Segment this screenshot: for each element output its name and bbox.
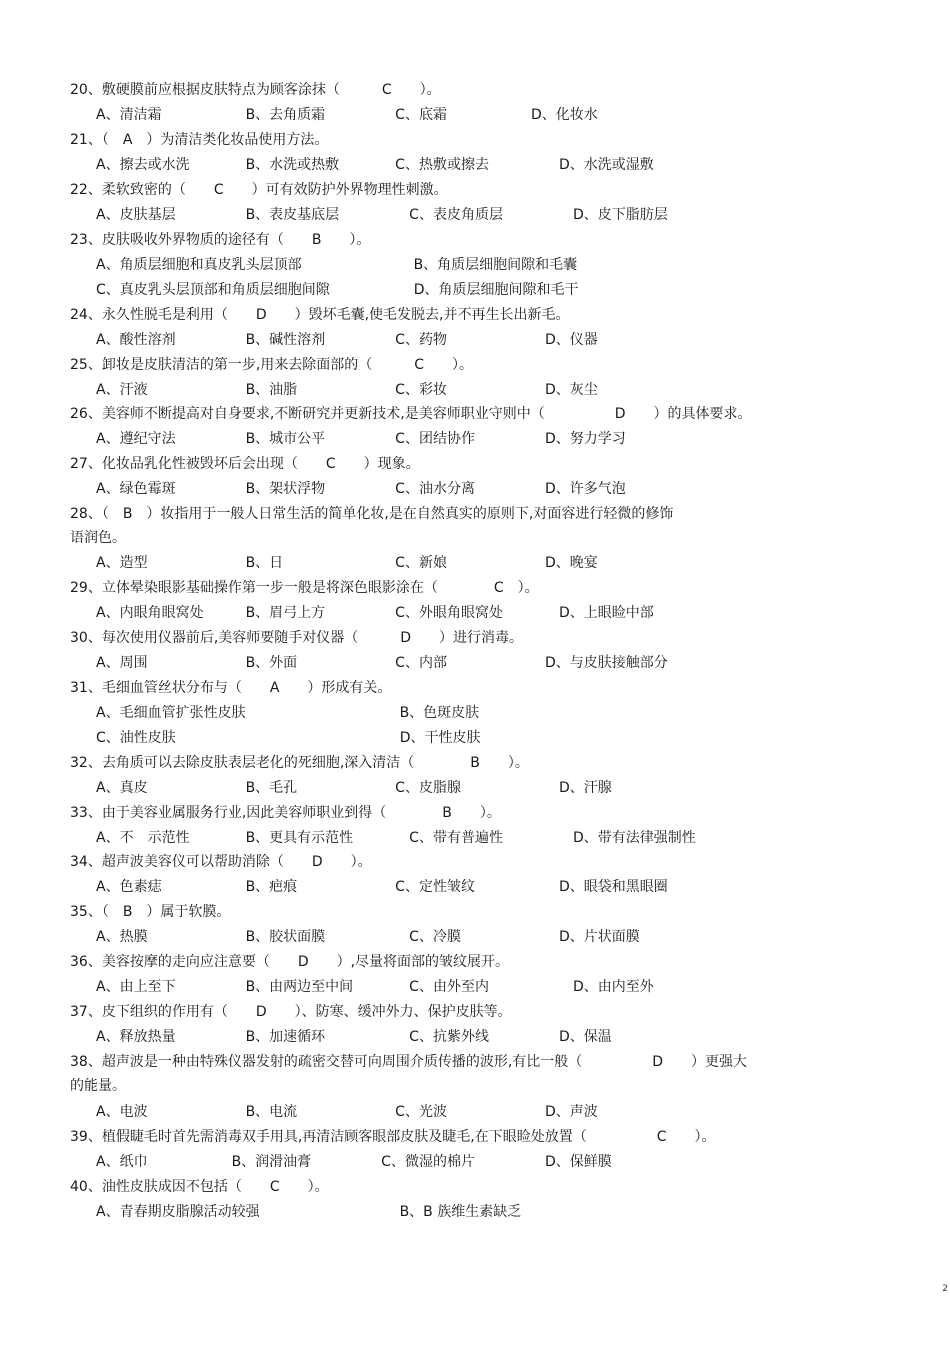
question-line: 36、美容按摩的走向应注意要（ D ）,尽量将面部的皱纹展开。 [70,954,510,970]
option-line: A、真皮 B、毛孔 C、皮脂腺 D、汗腺 [96,780,612,796]
question-line: 39、植假睫毛时首先需消毒双手用具,再清洁顾客眼部皮肤及睫毛,在下眼睑处放置（ C ）。 [70,1129,716,1145]
option-line: A、不 示范性 B、更具有示范性 C、带有普遍性 D、带有法律强制性 [96,830,696,846]
option-line: A、遵纪守法 B、城市公平 C、团结协作 D、努力学习 [96,431,626,447]
question-line: 24、永久性脱毛是利用（ D ）毁坏毛囊,使毛发脱去,并不再生长出新毛。 [70,307,570,323]
option-line: A、皮肤基层 B、表皮基底层 C、表皮角质层 D、皮下脂肪层 [96,207,668,223]
page-number: 2 [942,1284,948,1294]
question-line: 27、化妆品乳化性被毁坏后会出现（ C ）现象。 [70,456,420,472]
question-line: 21、（ A ）为清洁类化妆品使用方法。 [70,132,329,148]
option-line: A、热膜 B、胶状面膜 C、冷膜 D、片状面膜 [96,929,640,945]
option-line: C、油性皮肤 D、干性皮肤 [96,730,481,746]
option-line: A、周围 B、外面 C、内部 D、与皮肤接触部分 [96,655,668,671]
option-line: A、纸巾 B、润滑油膏 C、微湿的棉片 D、保鲜膜 [96,1154,612,1170]
question-line: 32、去角质可以去除皮肤表层老化的死细胞,深入清洁（ B ）。 [70,755,529,771]
option-line: A、毛细血管扩张性皮肤 B、色斑皮肤 [96,705,480,721]
question-line: 29、立体晕染眼影基础操作第一步一般是将深色眼影涂在（ C ）。 [70,580,539,596]
question-line: 的能量。 [70,1078,126,1094]
question-line: 35、（ B ）属于软膜。 [70,904,231,920]
option-line: A、汗液 B、油脂 C、彩妆 D、灰尘 [96,382,598,398]
option-line: A、擦去或水洗 B、水洗或热敷 C、热敷或擦去 D、水洗或湿敷 [96,157,654,173]
option-line: A、内眼角眼窝处 B、眉弓上方 C、外眼角眼窝处 D、上眼睑中部 [96,605,654,621]
question-line: 31、毛细血管丝状分布与（ A ）形成有关。 [70,680,392,696]
option-line: A、造型 B、日 C、新娘 D、晚宴 [96,555,598,571]
question-line: 26、美容师不断提高对自身要求,不断研究并更新技术,是美容师职业守则中（ D ）的具体要求。 [70,406,752,422]
question-line: 33、由于美容业属服务行业,因此美容师职业到得（ B ）。 [70,805,501,821]
option-line: A、电波 B、电流 C、光波 D、声波 [96,1104,598,1120]
question-line: 25、卸妆是皮肤清洁的第一步,用来去除面部的（ C ）。 [70,357,474,373]
option-line: A、绿色霉斑 B、架状浮物 C、油水分离 D、许多气泡 [96,481,626,497]
option-line: A、色素痣 B、疤痕 C、定性皱纹 D、眼袋和黑眼圈 [96,879,668,895]
option-line: C、真皮乳头层顶部和角质层细胞间隙 D、角质层细胞间隙和毛干 [96,282,579,298]
option-line: A、清洁霜 B、去角质霜 C、底霜 D、化妆水 [96,107,598,123]
option-line: A、角质层细胞和真皮乳头层顶部 B、角质层细胞间隙和毛囊 [96,257,578,273]
question-line: 38、超声波是一种由特殊仪器发射的疏密交替可向周围介质传播的波形,有比一般（ D ）更强大 [70,1054,748,1070]
question-line: 30、每次使用仪器前后,美容师要随手对仪器（ D ）进行消毒。 [70,630,524,646]
option-line: A、释放热量 B、加速循环 C、抗紫外线 D、保温 [96,1029,612,1045]
option-line: A、青春期皮脂腺活动较强 B、B 族维生素缺乏 [96,1204,522,1220]
question-line: 语润色。 [70,530,126,546]
option-line: A、酸性溶剂 B、碱性溶剂 C、药物 D、仪器 [96,332,598,348]
option-line: A、由上至下 B、由两边至中间 C、由外至内 D、由内至外 [96,979,654,995]
question-line: 22、柔软致密的（ C ）可有效防护外界物理性刺激。 [70,182,448,198]
question-line: 20、敷硬膜前应根据皮肤特点为顾客涂抹（ C ）。 [70,82,441,98]
question-line: 40、油性皮肤成因不包括（ C ）。 [70,1179,329,1195]
question-line: 34、超声波美容仪可以帮助消除（ D ）。 [70,854,372,870]
question-line: 28、（ B ）妆指用于一般人日常生活的简单化妆,是在自然真实的原则下,对面容进行轻微的修饰 [70,506,674,522]
question-line: 23、皮肤吸收外界物质的途径有（ B ）。 [70,232,371,248]
question-line: 37、皮下组织的作用有（ D ）、防寒、缓冲外力、保护皮肤等。 [70,1004,512,1020]
